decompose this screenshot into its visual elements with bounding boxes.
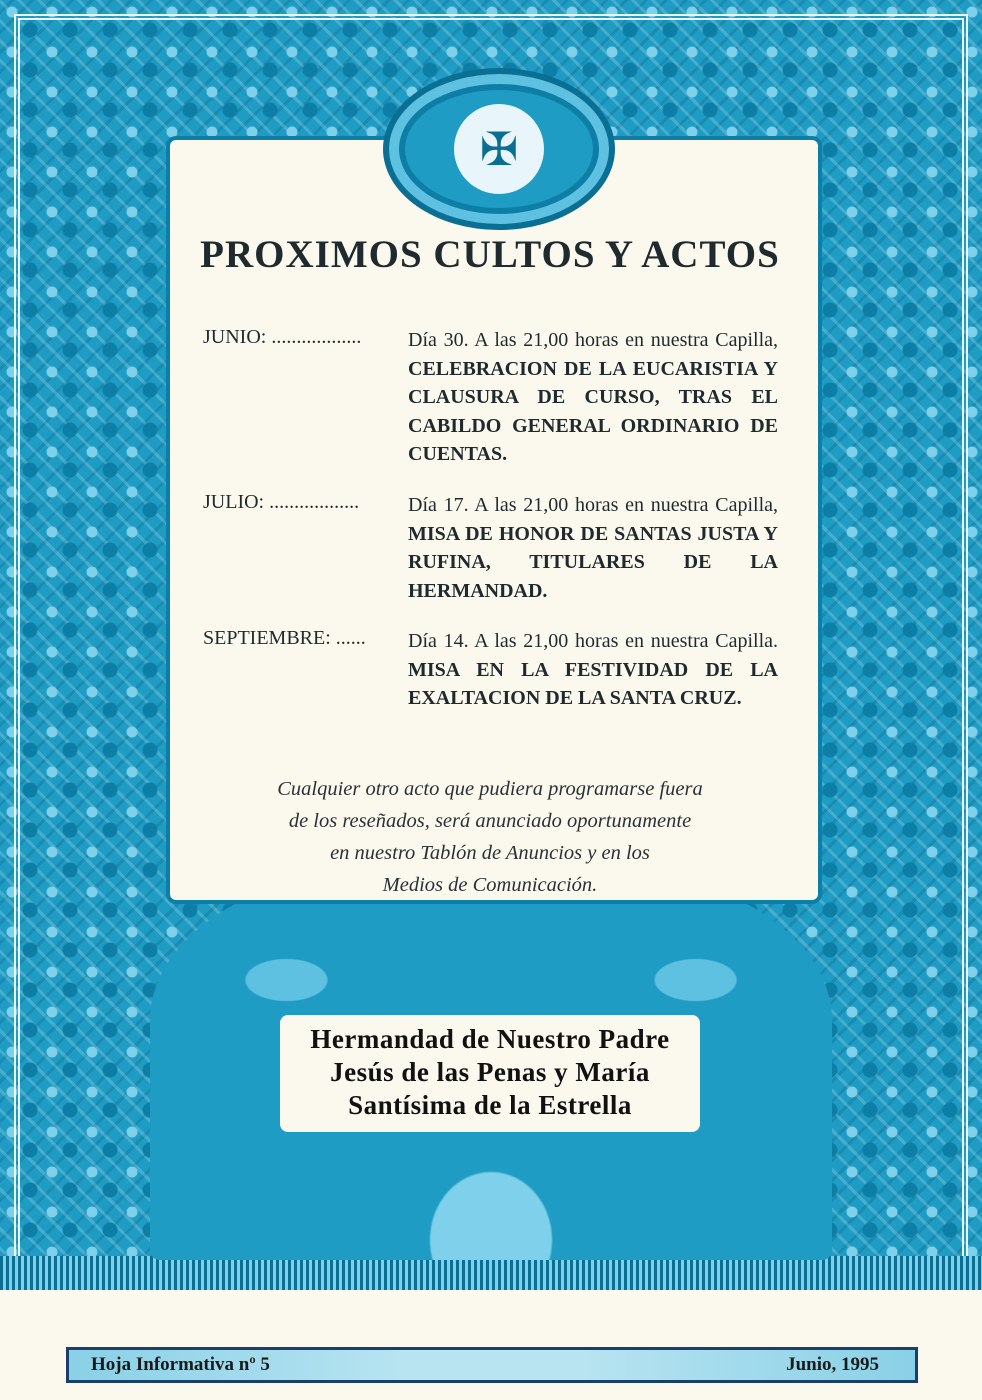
- brotherhood-emblem-icon: ✠: [454, 104, 544, 194]
- event-text-plain: Día 17. A las 21,00 horas en nuestra Capilla,: [408, 494, 778, 516]
- event-month: SEPTIEMBRE: ......: [203, 627, 366, 649]
- footer-date: Junio, 1995: [786, 1354, 879, 1375]
- event-text-bold: MISA EN LA FESTIVIDAD DE LA EXALTACION DE LA SANTA CRUZ.: [408, 658, 778, 709]
- footer-issue: Hoja Informativa nº 5: [91, 1354, 270, 1375]
- brotherhood-line: Hermandad de Nuestro Padre: [310, 1024, 670, 1054]
- event-text-plain: Día 30. A las 21,00 horas en nuestra Capilla,: [408, 329, 778, 351]
- page-title: PROXIMOS CULTOS Y ACTOS: [200, 233, 780, 276]
- brotherhood-line: Santísima de la Estrella: [348, 1090, 632, 1120]
- event-month: JULIO: ..................: [203, 491, 360, 513]
- event-month: JUNIO: ..................: [203, 326, 362, 348]
- event-text: [408, 627, 778, 713]
- note-line: Medios de Comunicación.: [382, 874, 598, 896]
- frame-bottom-strip: [0, 1256, 982, 1290]
- footer-bar: [66, 1347, 918, 1383]
- note-line: de los reseñados, será anunciado oportunamente: [288, 810, 692, 832]
- event-text-bold: CELEBRACION DE LA EUCARISTIA Y CLAUSURA DE CURSO, TRAS EL CABILDO GENERAL ORDINARIO DE CUENTAS.: [408, 357, 778, 465]
- event-text-plain: Día 14. A las 21,00 horas en nuestra Capilla.: [408, 630, 778, 652]
- brotherhood-line: Jesús de las Penas y María: [330, 1057, 650, 1087]
- event-text: [408, 326, 778, 469]
- event-text: [408, 491, 778, 605]
- brotherhood-name: [280, 1015, 700, 1132]
- note-line: en nuestro Tablón de Anuncios y en los: [330, 842, 650, 864]
- emblem-medallion: [383, 68, 615, 230]
- event-text-bold: MISA DE HONOR DE SANTAS JUSTA Y RUFINA, TITULARES DE LA HERMANDAD.: [408, 522, 778, 602]
- note-line: Cualquier otro acto que pudiera programarse fuera: [277, 778, 703, 800]
- announcement-note: [210, 773, 770, 901]
